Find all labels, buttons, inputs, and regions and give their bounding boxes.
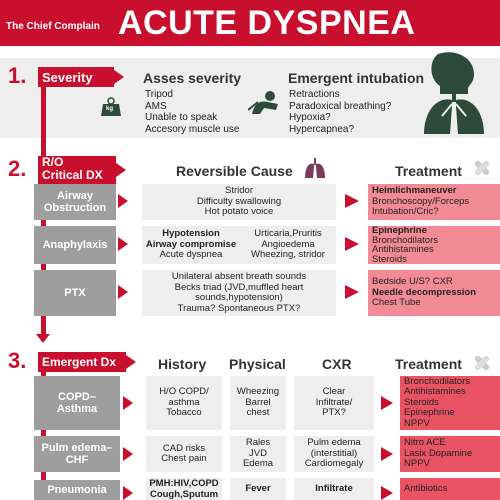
treatment-line: Antihistamines (404, 386, 466, 398)
emergent-intubation-title: Emergent intubation (288, 70, 425, 86)
arrow-icon (116, 163, 126, 177)
arrow-icon (118, 237, 128, 251)
chf-treatment (400, 436, 500, 472)
pneumonia-treatment (400, 478, 500, 500)
chf-physical (230, 436, 286, 472)
copd-history (146, 376, 222, 430)
column-header-physical: Physical (229, 356, 286, 372)
lungs-icon (304, 157, 326, 179)
emergent-intubation-list (289, 89, 391, 135)
chf-history (146, 436, 222, 472)
anaphylaxis-cause (142, 226, 336, 264)
row-label-anaphylaxis: Anaphylaxis (34, 226, 116, 264)
arrow-icon (126, 355, 136, 369)
chf-cxr (294, 436, 374, 472)
column-header-treatment: Treatment (395, 163, 462, 179)
severity-text: Severity (42, 69, 93, 85)
ptx-treatment (368, 270, 500, 316)
cause-line: Acute dyspnea (159, 249, 223, 261)
header-subtitle: The Chief Complain (6, 21, 100, 32)
emergent-dx-text: Emergent Dx (42, 355, 117, 369)
history-line: asthma (168, 396, 200, 408)
treatment-line: Needle decompression (372, 286, 477, 298)
pneumonia-cxr (294, 478, 374, 500)
arrow-icon (123, 486, 133, 500)
treatment-line: Antihistamines (372, 244, 434, 255)
treatment-line: Lasix Dopamine (404, 447, 473, 459)
cxr-line: Infiltrate (315, 482, 353, 494)
physical-line: Fever (245, 482, 271, 494)
history-line: CAD risks (162, 442, 206, 454)
row-label-line: Asthma (56, 403, 98, 415)
section3-label (38, 352, 126, 372)
row-label-copd-asthma (34, 376, 120, 430)
treatment-line: Nitro ACE (404, 437, 446, 449)
pneumonia-physical (230, 478, 286, 500)
physical-line: chest (246, 407, 270, 419)
treatment-line: Chest Tube (372, 297, 421, 309)
cause-line: Unilateral absent breath sounds (171, 271, 307, 282)
copd-cxr (294, 376, 374, 430)
arrow-icon (381, 486, 393, 500)
column-header-history: History (158, 356, 207, 372)
treatment-line: Epinephrine (404, 407, 455, 419)
pill-icon (472, 353, 492, 373)
history-line: Cough,Sputum (149, 488, 219, 500)
cause-line: Angioedema (261, 238, 315, 250)
physical-line: Wheezing (236, 386, 280, 398)
list-item: Paradoxical breathing? (289, 100, 392, 112)
column-header-reversible-cause: Reversible Cause (176, 163, 293, 179)
treatment-line: Bronchodilators (372, 234, 439, 246)
arrow-icon (123, 396, 133, 410)
cxr-line: Cardiomegaly (304, 458, 364, 470)
asses-severity-list (145, 89, 239, 135)
row-label-airway-obstruction: Airway Obstruction (34, 184, 116, 220)
cause-line: Becks triad (JVD,muffled heart (174, 281, 304, 293)
arrow-icon (345, 285, 359, 299)
arrow-icon (381, 447, 393, 461)
section2-label-line1: R/O (42, 155, 64, 169)
lungs-head-icon (416, 50, 492, 136)
cause-line: Trauma? Spontaneous PTX? (177, 302, 301, 314)
cxr-line: Pulm edema (307, 437, 361, 449)
history-line: Chest pain (161, 453, 207, 464)
cause-line: Stridor (225, 185, 253, 197)
treatment-line: NPPV (404, 458, 430, 470)
row-label-ptx: PTX (34, 270, 116, 316)
cause-line: sounds,hypotension) (195, 292, 283, 303)
physical-line: Edema (242, 458, 274, 470)
anaphylaxis-cause-right (240, 229, 336, 261)
patient-icon (248, 90, 282, 116)
cxr-line: (interstitial) (310, 447, 358, 459)
list-item: Hypoxia? (289, 112, 331, 123)
history-line: H/O COPD/ (159, 386, 209, 398)
physical-line: Barrel (245, 396, 271, 408)
treatment-line: Steroids (404, 396, 439, 408)
list-item: AMS (145, 100, 167, 112)
row-label-pulm-edema-chf (34, 436, 120, 472)
cxr-line: Infiltrate/ (315, 396, 353, 408)
column-header-treatment: Treatment (395, 356, 462, 372)
treatment-line: Bronchoscopy/Forceps (372, 195, 470, 207)
treatment-line: NPPV (404, 417, 430, 429)
cause-line: Airway compromise (145, 238, 237, 250)
section2-label-line2: Critical DX (42, 168, 103, 182)
arrow-icon (118, 194, 128, 208)
history-line: Tobacco (166, 407, 202, 419)
weight-icon (100, 97, 122, 117)
treatment-line: Antibiotics (404, 482, 448, 494)
treatment-line: Epinephrine (372, 225, 427, 236)
treatment-line: Intubation/Cric? (372, 206, 439, 218)
treatment-line: Bronchodilators (404, 375, 471, 387)
history-line: PMH:HIV,COPD (149, 478, 219, 489)
anaphylaxis-treatment (368, 226, 500, 264)
cxr-line: Clear (322, 386, 346, 398)
weight-label: kg (106, 106, 114, 112)
cxr-line: PTX? (322, 407, 346, 419)
asses-severity-title: Asses severity (143, 70, 242, 86)
row-label-line: COPD– (58, 391, 96, 403)
physical-line: Rales (245, 437, 271, 449)
pneumonia-history (146, 478, 222, 500)
section1-number: 1. (8, 63, 27, 88)
arrow-icon (345, 237, 359, 251)
page-title: ACUTE DYSPNEA (118, 4, 416, 42)
copd-treatment (400, 376, 500, 430)
ptx-cause (142, 270, 336, 316)
list-item: Tripod (145, 89, 173, 100)
list-item: Unable to speak (145, 112, 218, 123)
arrow-icon (345, 194, 359, 208)
physical-line: JVD (249, 447, 267, 459)
section2-label (38, 156, 116, 184)
list-item: Accesory muscle use (145, 123, 240, 135)
arrow-icon (381, 396, 393, 410)
cause-line: Hypotension (162, 228, 220, 240)
cause-line: Hot potato voice (204, 206, 274, 218)
list-item: Hypercapnea? (289, 123, 355, 135)
row-label-line: Pulm edema– (41, 442, 113, 454)
cause-line: Urticaria,Pruritis (254, 228, 322, 240)
anaphylaxis-cause-left (142, 229, 240, 261)
copd-physical (230, 376, 286, 430)
section1-label (38, 67, 114, 87)
arrow-icon (118, 285, 128, 299)
cause-line: Difficulty swallowing (196, 195, 282, 207)
arrow-icon (114, 70, 124, 84)
section2-number: 2. (8, 156, 27, 181)
list-item: Retractions (289, 89, 340, 100)
section3-number: 3. (8, 348, 27, 373)
column-header-cxr: CXR (322, 356, 352, 372)
arrow-icon (123, 447, 133, 461)
cause-line: Wheezing, stridor (251, 249, 325, 261)
row-label-pneumonia: Pneumonia (34, 480, 120, 500)
row-label-line: CHF (65, 454, 89, 466)
airway-cause (142, 184, 336, 220)
airway-treatment (368, 184, 500, 220)
treatment-line: Bedside U/S? CXR (372, 276, 453, 288)
down-arrow-icon (36, 334, 50, 343)
pill-icon (472, 158, 492, 178)
treatment-line: Heimlichmaneuver (372, 185, 457, 197)
treatment-line: Steroids (372, 253, 407, 265)
flow-connector (41, 87, 46, 157)
